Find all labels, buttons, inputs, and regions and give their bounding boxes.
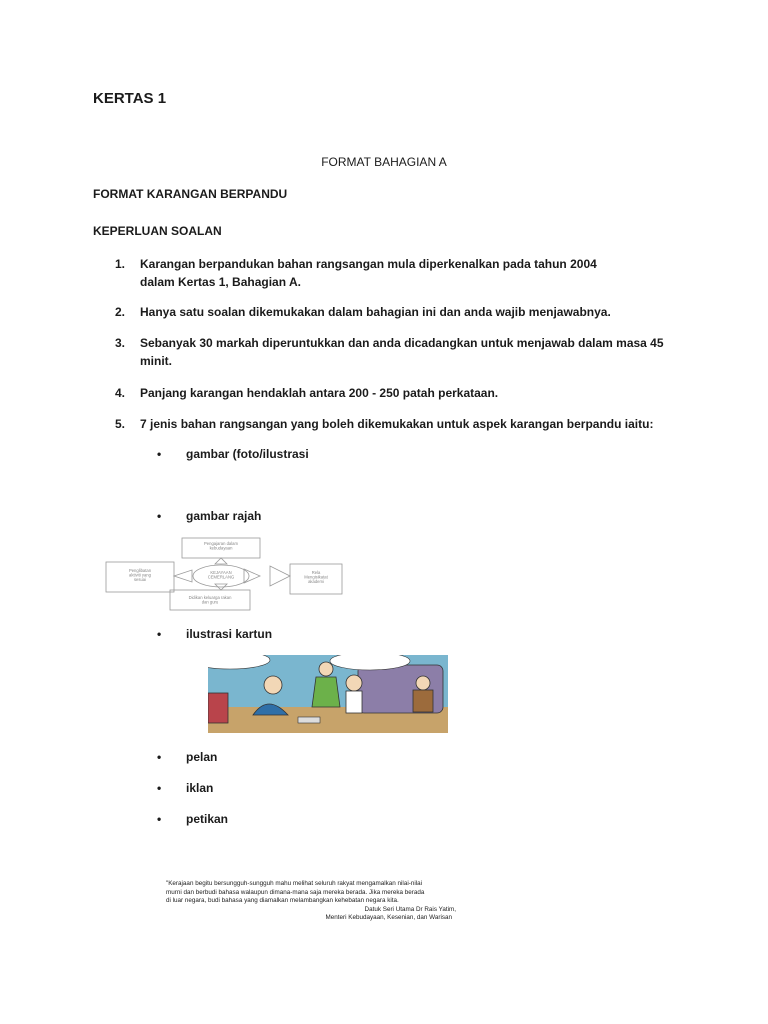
cartoon-child-head — [346, 675, 362, 691]
list-item — [115, 303, 675, 321]
quote-line: di luar negara, budi bahasa yang diamalkan melambangkan kehebatan negara kita. — [166, 897, 399, 904]
bullet-dot: • — [157, 447, 162, 461]
list-number: 5. — [115, 417, 126, 431]
requirements-heading: KEPERLUAN SOALAN — [93, 224, 222, 238]
diagram-label-line: Mengisikatat — [304, 574, 328, 580]
arrow-top — [215, 558, 227, 564]
diagram-bottom-label — [189, 595, 233, 605]
list-item — [115, 255, 675, 291]
cartoon-magazine — [298, 717, 320, 723]
bullet-dot: • — [157, 781, 162, 795]
list-text: Sebanyak 30 markah diperuntukkan dan anda dicadangkan untuk menjawab dalam masa 45 — [140, 336, 664, 350]
diagram-label-line: aktiviti yang — [129, 572, 151, 578]
diagram-center-line1 — [208, 570, 235, 580]
diagram-right-label — [304, 570, 328, 584]
subheading: FORMAT KARANGAN BERPANDU — [93, 187, 288, 201]
list-number: 1. — [115, 257, 126, 271]
bullet-item — [157, 447, 309, 461]
diagram-label-line: Pengajaran dalam — [204, 541, 238, 546]
diagram-top-label — [204, 541, 239, 551]
quote-signature: Datuk Seri Utama Dr Rais Yatim, — [364, 905, 456, 913]
bullet-dot: • — [157, 509, 162, 523]
list-item — [115, 415, 675, 433]
list-text: minit. — [140, 354, 172, 368]
concept-diagram — [104, 536, 444, 614]
list-text: dalam Kertas 1, Bahagian A. — [140, 275, 301, 289]
diagram-label-line: Penglibatan — [128, 568, 152, 573]
bullet-item — [157, 812, 229, 826]
bullet-dot: • — [157, 812, 162, 826]
diagram-label-line: kebudayaan — [209, 545, 233, 551]
list-item — [115, 334, 675, 370]
section-heading: FORMAT BAHAGIAN A — [321, 155, 447, 169]
quote-block — [166, 880, 486, 923]
bullet-label: gambar (foto/ilustrasi — [186, 447, 309, 461]
arrow-far-right — [270, 566, 290, 586]
diagram-label-line: akademi — [308, 579, 324, 585]
list-text: Panjang karangan hendaklah antara 200 - 250 patah perkataan. — [140, 386, 499, 400]
quote-signature: Menteri Kebudayaan, Kesenian, dan Warisan — [325, 914, 452, 921]
cartoon-illustration — [208, 655, 448, 733]
arrow-left — [174, 570, 192, 582]
quote-line: "Kerajaan begitu bersungguh-sungguh mahu melihat seluruh rakyat mengamalkan nilai-nilai — [166, 880, 423, 887]
bullet-dot: • — [157, 627, 162, 641]
diagram-left-label — [129, 568, 152, 582]
list-text: 7 jenis bahan rangsangan yang boleh dikemukakan untuk aspek karangan berpandu iaitu: — [140, 417, 654, 431]
diagram-label-line: sesuai — [133, 577, 147, 583]
cartoon-child-body — [346, 691, 362, 713]
bullet-label: petikan — [186, 812, 229, 826]
diagram-label-line: CEMERLANG — [207, 574, 235, 580]
page-title: KERTAS 1 — [93, 90, 167, 107]
bullet-label: gambar rajah — [186, 509, 262, 523]
cartoon-man-head — [416, 676, 430, 690]
list-number: 4. — [115, 386, 126, 400]
diagram-label-line: Rela — [311, 570, 321, 575]
list-number: 2. — [115, 305, 126, 319]
bullet-label: ilustrasi kartun — [186, 627, 273, 641]
cartoon-man-body — [413, 690, 433, 712]
diagram-label-line: dan guru — [201, 599, 219, 605]
cartoon-chair — [208, 693, 228, 723]
bullet-label: pelan — [186, 750, 218, 764]
diagram-label-line: KEJAYAAN — [210, 570, 232, 575]
list-item — [115, 384, 675, 402]
bullet-item — [157, 627, 273, 641]
diagram-label-line: Didikan keluarga rakan — [188, 595, 232, 600]
cartoon-mother-head — [319, 662, 333, 676]
quote-line: murni dan berbudi bahasa walaupun dimana-mana saja mereka berada. Jika mereka berada — [166, 888, 425, 896]
cartoon-mother-body — [312, 677, 340, 707]
list-number: 3. — [115, 336, 126, 350]
list-text: Hanya satu soalan dikemukakan dalam bahagian ini dan anda wajib menjawabnya. — [140, 305, 611, 319]
list-text: Karangan berpandukan bahan rangsangan mula diperkenalkan pada tahun 2004 — [140, 257, 597, 271]
bullet-item — [157, 750, 218, 764]
bullet-label: iklan — [186, 781, 214, 795]
bullet-dot: • — [157, 750, 162, 764]
bullet-item — [157, 781, 214, 795]
cartoon-elder-head — [264, 676, 282, 694]
bullet-item — [157, 509, 262, 523]
